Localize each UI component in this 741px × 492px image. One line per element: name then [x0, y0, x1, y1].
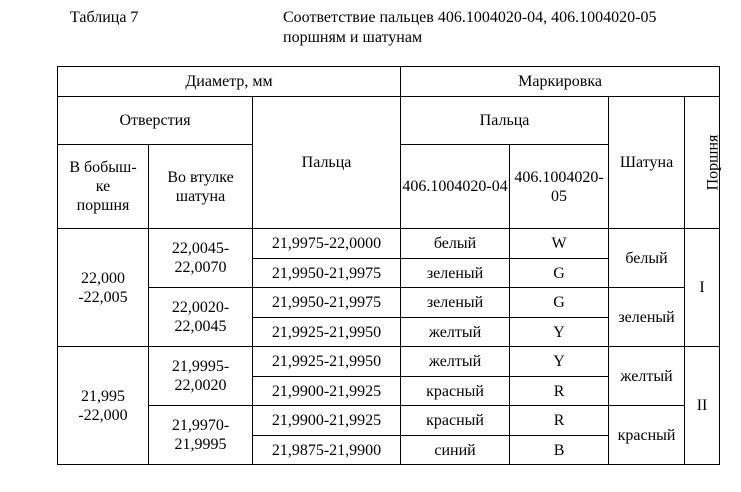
table-label: Таблица 7: [70, 9, 139, 26]
pin-color-cell: красный: [401, 377, 510, 406]
piston-boss-range-line1: 21,995: [81, 387, 125, 405]
header-conrod-bush-line2: шатуна: [175, 187, 226, 205]
pin-diameter-cell: 21,9900-21,9925: [253, 406, 401, 436]
header-pin-diameter: Пальца: [253, 97, 401, 229]
piston-group-cell: II: [685, 347, 720, 465]
table-title-line2: поршням и шатунам: [283, 29, 423, 46]
pin-matching-table: [57, 66, 720, 465]
pin-letter-cell: R: [510, 406, 609, 436]
pin-color-cell: зеленый: [401, 259, 510, 288]
conrod-bush-range: [149, 406, 253, 465]
pin-diameter-cell: 21,9975-22,0000: [253, 229, 401, 259]
conrod-marking-cell: красный: [609, 406, 685, 465]
pin-letter-cell: G: [510, 259, 609, 288]
header-pin-marking: Пальца: [401, 97, 609, 145]
conrod-bush-range-line1: 22,0020-: [171, 299, 230, 316]
piston-boss-range-line2: -22,005: [78, 288, 128, 306]
pin-diameter-cell: 21,9875-21,9900: [253, 436, 401, 465]
conrod-bush-range: [149, 288, 253, 347]
header-piston-boss: [58, 145, 149, 229]
header-marking: Маркировка: [401, 67, 720, 97]
pin-color-cell: зеленый: [401, 288, 510, 318]
conrod-bush-range-line1: 22,0045-: [171, 240, 230, 257]
piston-boss-range: [58, 347, 149, 465]
pin-letter-cell: W: [510, 229, 609, 259]
header-conrod-bush-line1: Во втулке: [167, 168, 234, 186]
conrod-marking-cell: белый: [609, 229, 685, 288]
piston-group-cell: I: [685, 229, 720, 347]
pin-diameter-cell: 21,9900-21,9925: [253, 377, 401, 406]
conrod-bush-range-line2: 22,0020: [174, 377, 227, 394]
header-piston-label: Поршня: [704, 134, 722, 191]
pin-letter-cell: R: [510, 377, 609, 406]
conrod-bush-range: [149, 347, 253, 406]
header-pin-04: 406.1004020-04: [401, 145, 510, 229]
piston-boss-range-line1: 22,000: [81, 269, 125, 287]
pin-color-cell: белый: [401, 229, 510, 259]
pin-color-cell: синий: [401, 436, 510, 465]
table-title: [283, 8, 656, 48]
header-holes: Отверстия: [58, 97, 253, 145]
header-diameter: Диаметр, мм: [58, 67, 401, 97]
pin-color-cell: желтый: [401, 318, 510, 347]
piston-boss-range: [58, 229, 149, 347]
conrod-bush-range-line2: 22,0045: [174, 318, 227, 335]
header-conrod: Шатуна: [609, 97, 685, 229]
header-piston-boss-line1: В бобыш-: [69, 159, 137, 176]
pin-color-cell: красный: [401, 406, 510, 436]
pin-letter-cell: G: [510, 288, 609, 318]
conrod-bush-range-line2: 22,0070: [174, 259, 227, 276]
pin-letter-cell: Y: [510, 318, 609, 347]
header-piston: [685, 97, 720, 229]
conrod-marking-cell: желтый: [609, 347, 685, 406]
conrod-bush-range-line1: 21,9970-: [171, 417, 230, 434]
pin-diameter-cell: 21,9925-21,9950: [253, 318, 401, 347]
header-conrod-bush: [149, 145, 253, 229]
header-piston-boss-line2: ке: [95, 178, 111, 195]
pin-color-cell: желтый: [401, 347, 510, 377]
table-title-line1: Соответствие пальцев 406.1004020-04, 406.1004020-05: [283, 9, 657, 26]
header-piston-boss-line3: поршня: [76, 197, 130, 214]
header-pin-05: 406.1004020-05: [510, 145, 609, 229]
conrod-bush-range-line1: 21,9995-: [171, 358, 230, 375]
pin-letter-cell: B: [510, 436, 609, 465]
piston-boss-range-line2: -22,000: [78, 406, 128, 424]
conrod-bush-range-line2: 21,9995: [174, 436, 227, 453]
conrod-marking-cell: зеленый: [609, 288, 685, 347]
conrod-bush-range: [149, 229, 253, 288]
pin-diameter-cell: 21,9925-21,9950: [253, 347, 401, 377]
pin-diameter-cell: 21,9950-21,9975: [253, 259, 401, 288]
pin-letter-cell: Y: [510, 347, 609, 377]
pin-diameter-cell: 21,9950-21,9975: [253, 288, 401, 318]
